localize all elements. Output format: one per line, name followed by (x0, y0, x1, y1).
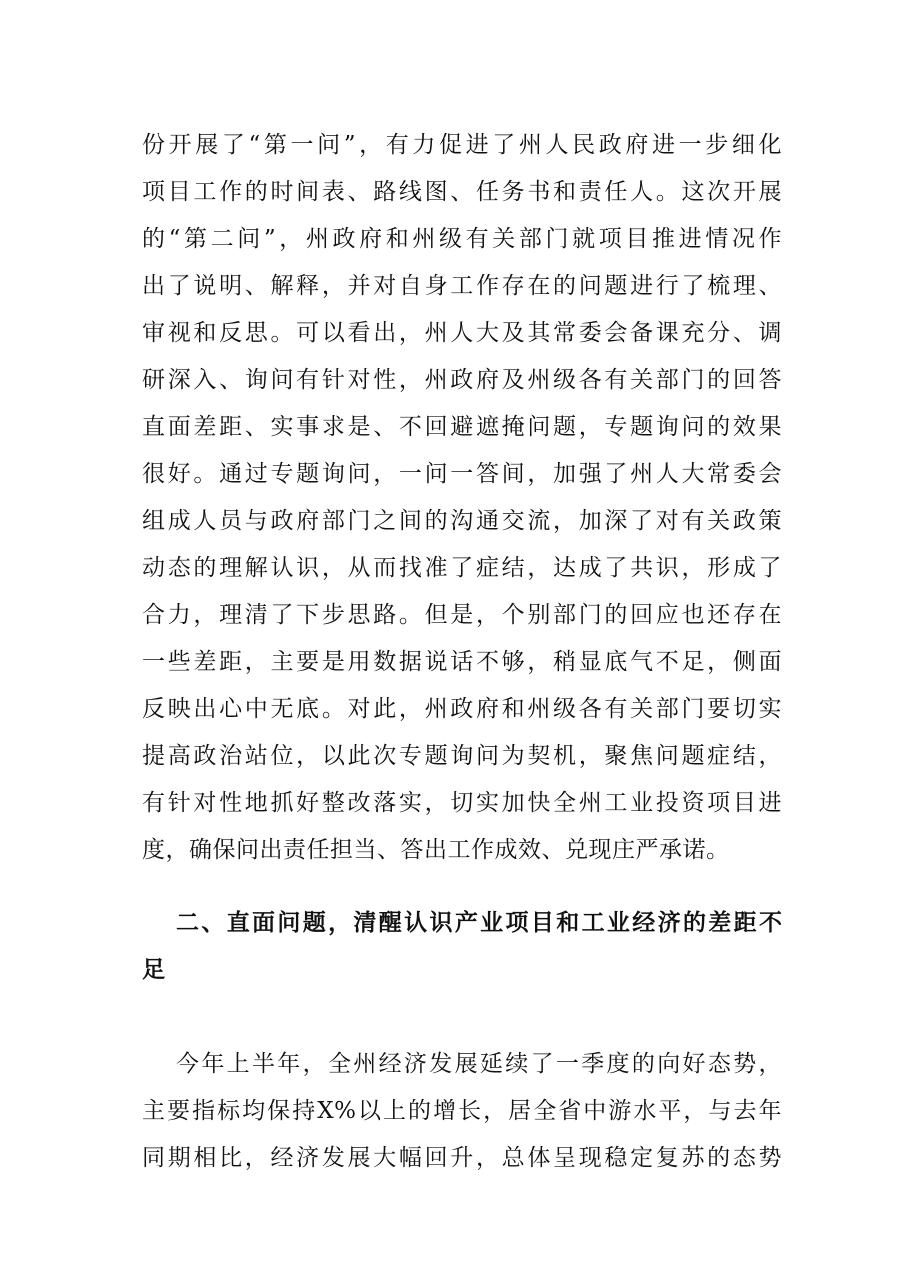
paragraph-line: 一些差距，主要是用数据说话不够，稍显底气不足，侧面 (142, 649, 782, 675)
paragraph-line: 项目工作的时间表、路线图、任务书和责任人。这次开展 (142, 179, 782, 205)
paragraph-line: 动态的理解认识，从而找准了症结，达成了共识，形成了 (142, 555, 782, 581)
paragraph-line: 今年上半年，全州经济发展延续了一季度的向好态势， (176, 1051, 782, 1077)
body-paragraph (142, 1041, 782, 1182)
paragraph-line: 研深入、询问有针对性，州政府及州级各有关部门的回答 (142, 367, 782, 393)
paragraph-line: 提高政治站位，以此次专题询问为契机，聚焦问题症结， (142, 743, 782, 769)
body-paragraph (142, 122, 782, 874)
paragraph-line: 度，确保问出责任担当、答出工作成效、兑现庄严承诺。 (142, 837, 730, 863)
paragraph-line: 直面差距、实事求是、不回避遮掩问题，专题询问的效果 (142, 414, 782, 440)
paragraph-line: 出了说明、解释，并对自身工作存在的问题进行了梳理、 (142, 273, 782, 299)
paragraph-line: 合力，理清了下步思路。但是，个别部门的回应也还存在 (142, 602, 782, 628)
paragraph-line: 的“第二问”，州政府和州级有关部门就项目推进情况作 (142, 226, 782, 252)
paragraph-line: 份开展了“第一问”，有力促进了州人民政府进一步细化 (142, 132, 782, 158)
paragraph-line: 反映出心中无底。对此，州政府和州级各有关部门要切实 (142, 696, 782, 722)
heading-line: 足 (142, 957, 165, 983)
paragraph-line: 组成人员与政府部门之间的沟通交流，加深了对有关政策 (142, 508, 782, 534)
paragraph-line: 同期相比，经济发展大幅回升，总体呈现稳定复苏的态势 (142, 1145, 782, 1171)
paragraph-line: 很好。通过专题询问，一问一答间，加强了州人大常委会 (142, 461, 782, 487)
heading-line: 二、直面问题，清醒认识产业项目和工业经济的差距不 (176, 910, 782, 936)
paragraph-line: 有针对性地抓好整改落实，切实加快全州工业投资项目进 (142, 790, 782, 816)
section-heading (142, 900, 782, 994)
paragraph-line: 主要指标均保持X%以上的增长，居全省中游水平，与去年 (142, 1098, 782, 1124)
paragraph-line: 审视和反思。可以看出，州人大及其常委会备课充分、调 (142, 320, 782, 346)
